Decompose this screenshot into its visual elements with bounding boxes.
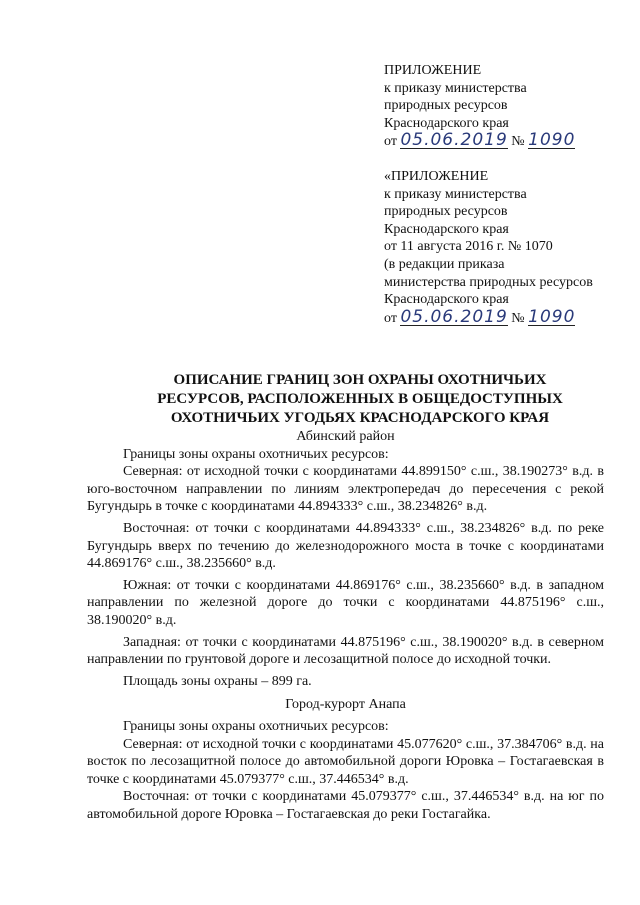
appendix-line: от 11 августа 2016 г. № 1070 (384, 239, 553, 255)
appendix-line: Краснодарского края (384, 292, 509, 308)
district-heading: Город-курорт Анапа (285, 697, 406, 713)
appendix-title: «ПРИЛОЖЕНИЕ (384, 169, 489, 184)
handwritten-number: 1090 (528, 306, 576, 327)
appendix-line: министерства природных ресурсов (384, 274, 593, 290)
appendix-line: к приказу министерства (384, 80, 527, 96)
district-heading: Абинский район (296, 429, 395, 444)
handwritten-date: 05.06.2019 (400, 306, 508, 327)
document-title (80, 371, 640, 428)
from-prefix: от (384, 134, 397, 150)
boundary-north: Северная: от исходной точки с координатами 45.077620° с.ш., 37.384706° в.д. на восток по лесозащитной полосе до автомобильной дороги Юровка – Гостагаевская в точке с координатами 45.079377° с.ш., 37.446534° в.д. (87, 736, 604, 787)
boundary-east: Восточная: от точки с координатами 45.079377° с.ш., 37.446534° в.д. на юг по автомобильной дороге Юровка – Гостагаевская до реки Гостагайка. (87, 789, 604, 822)
appendix-line: природных ресурсов (384, 204, 508, 220)
appendix-header-current (384, 62, 575, 151)
boundary-south: Южная: от точки с координатами 44.869176° с.ш., 38.235660° в.д. в западном направлении по железной дороге до точки с координатами 44.875196° с.ш., 38.190020° в.д. (87, 577, 604, 628)
number-prefix: № (511, 134, 525, 150)
number-prefix: № (511, 310, 525, 326)
boundary-north: Северная: от исходной точки с координатами 44.899150° с.ш., 38.190273° в.д. в юго-восточном направлении по линиям электропередач до пересечения с рекой Бугундырь в точке с координатами 44.894333° с.ш., 38.234826° в.д. (87, 464, 604, 515)
appendix-date-number (384, 306, 593, 328)
from-prefix: от (384, 310, 397, 326)
boundaries-intro: Границы зоны охраны охотничьих ресурсов: (123, 446, 389, 462)
handwritten-number: 1090 (528, 130, 576, 151)
appendix-title: ПРИЛОЖЕНИЕ (384, 63, 482, 78)
appendix-line: Краснодарского края (384, 115, 509, 131)
boundary-west: Западная: от точки с координатами 44.875196° с.ш., 38.190020° в.д. в северном направлении по грунтовой дороге и лесозащитной полосе до исходной точки. (87, 634, 604, 668)
section-abinsky (87, 428, 604, 823)
title-line: РЕСУРСОВ, РАСПОЛОЖЕННЫХ В ОБЩЕДОСТУПНЫХ (157, 391, 563, 407)
title-line: ОХОТНИЧЬИХ УГОДЬЯХ КРАСНОДАРСКОГО КРАЯ (170, 410, 550, 426)
boundary-east: Восточная: от точки с координатами 44.894333° с.ш., 38.234826° в.д. по реке Бугундырь вверх по течению до железнодорожного моста в точке с координатами 44.869176° с.ш., 38.235660° в.д. (87, 520, 604, 572)
protection-area: Площадь зоны охраны – 899 га. (123, 673, 312, 689)
boundaries-intro: Границы зоны охраны охотничьих ресурсов: (123, 718, 389, 734)
appendix-header-original (384, 168, 593, 327)
handwritten-date: 05.06.2019 (400, 130, 508, 151)
appendix-line: к приказу министерства (384, 186, 527, 202)
appendix-line: (в редакции приказа (384, 256, 505, 272)
appendix-line: природных ресурсов (384, 98, 508, 114)
title-line: ОПИСАНИЕ ГРАНИЦ ЗОН ОХРАНЫ ОХОТНИЧЬИХ (173, 372, 547, 388)
appendix-line: Краснодарского края (384, 221, 509, 237)
appendix-date-number (384, 132, 575, 151)
